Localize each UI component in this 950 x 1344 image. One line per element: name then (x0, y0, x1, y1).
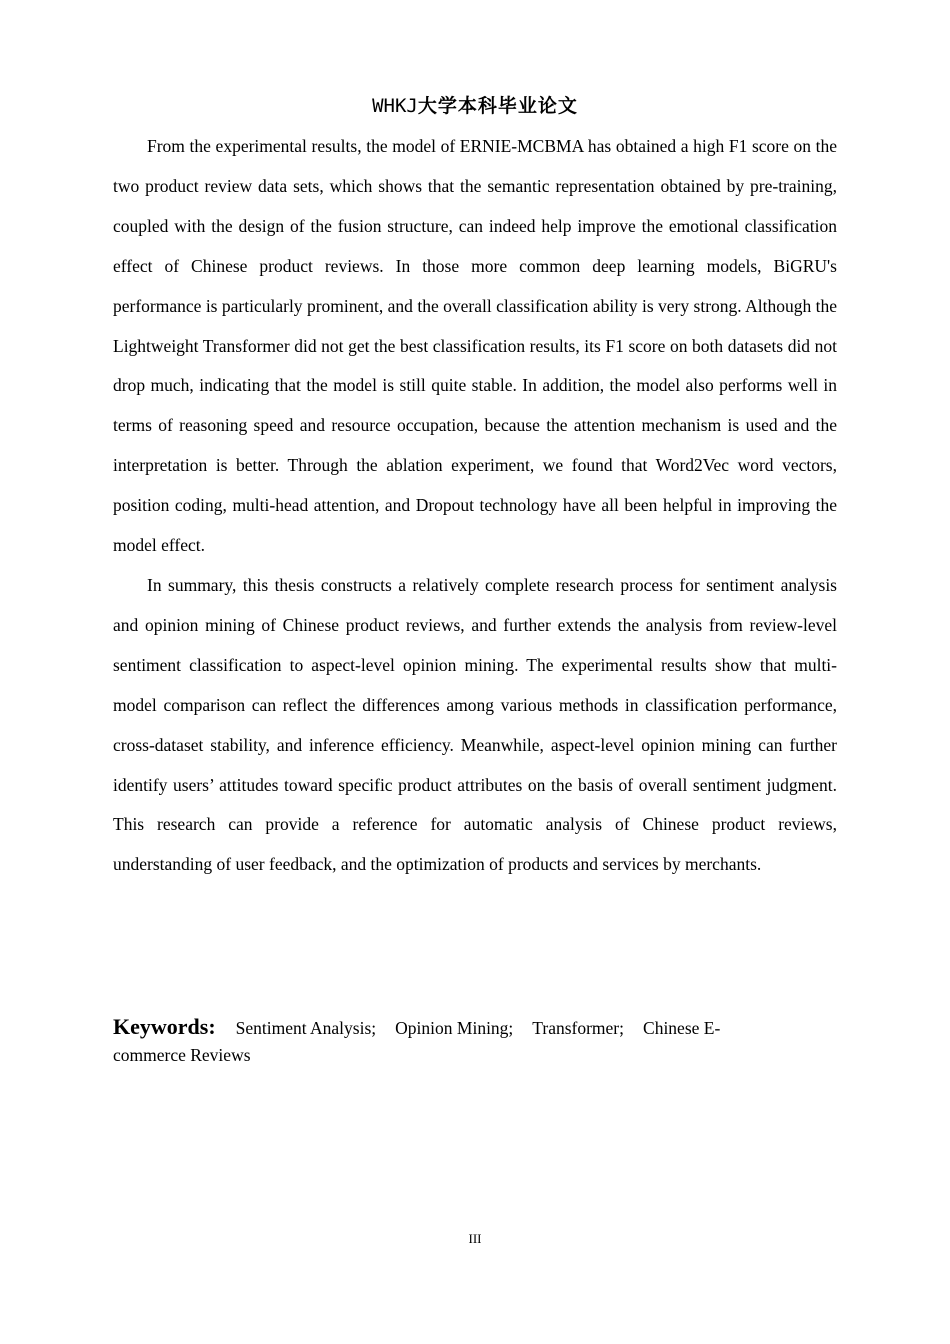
keywords-section (113, 1013, 753, 1069)
running-header (0, 93, 950, 120)
paragraph-results: From the experimental results, the model of ERNIE-MCBMA has obtained a high F1 score on the two product review data sets, which shows that the semantic representation obtained by pre-training, coupled with the design of the fusion structure, can indeed help improve the emotional classification effect of Chinese product reviews. In those more common deep learning models, BiGRU's performance is particularly prominent, and the overall classification ability is very strong. Although the Lightweight Transformer did not get the best classification results, its F1 score on both datasets did not drop much, indicating that the model is still quite stable. In addition, the model also performs well in terms of reasoning speed and resource occupation, because the attention mechanism is used and the interpretation is better. Through the ablation experiment, we found that Word2Vec word vectors, position coding, multi-head attention, and Dropout technology have all been helpful in improving the model effect. (113, 136, 837, 556)
abstract-body (113, 127, 837, 885)
header-thesis-title: 大学本科毕业论文 (417, 96, 578, 117)
page-number: III (468, 1231, 482, 1246)
keyword-item: Sentiment Analysis; (235, 1018, 377, 1038)
keywords-label: Keywords: (113, 1014, 216, 1039)
header-university-code: WHKJ (372, 95, 418, 117)
paragraph-summary: In summary, this thesis constructs a relatively complete research process for sentiment analysis and opinion mining of Chinese product reviews, and further extends the analysis from review-level sentiment classification to aspect-level opinion mining. The experimental results show that multi-model comparison can reflect the differences among various methods in classification performance, cross-dataset stability, and inference efficiency. Meanwhile, aspect-level opinion mining can further identify users’ attitudes toward specific product attributes on the basis of overall sentiment judgment. This research can provide a reference for automatic analysis of Chinese product reviews, understanding of user feedback, and the optimization of products and services by merchants. (113, 574, 837, 875)
keyword-item: Opinion Mining; (395, 1018, 514, 1038)
keyword-item: Chinese E-commerce Reviews (113, 1018, 721, 1065)
keyword-item: Transformer; (532, 1018, 625, 1038)
